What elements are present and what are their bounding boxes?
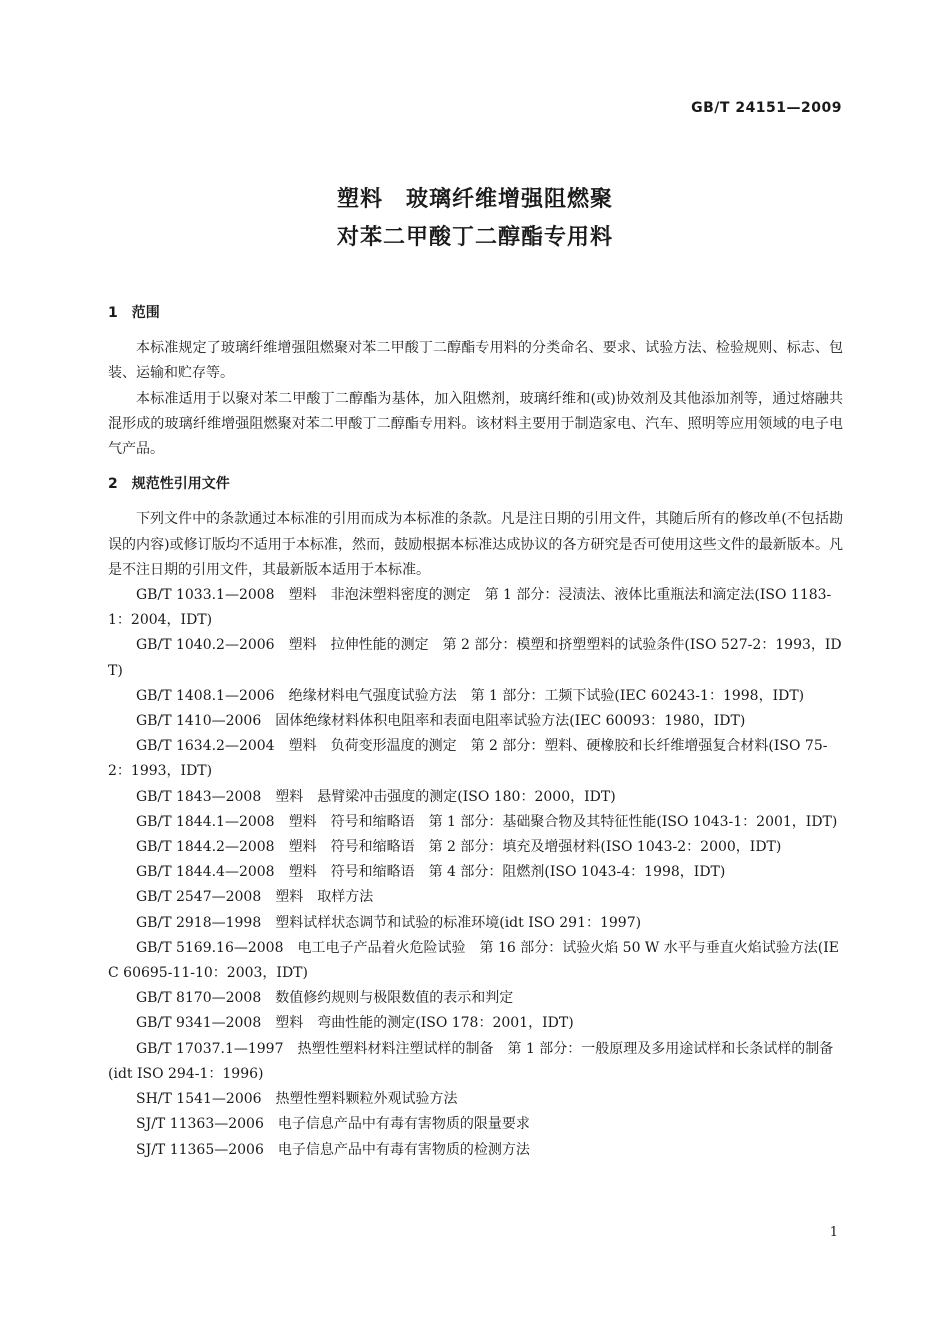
reference-item: GB/T 1844.2—2008 塑料 符号和缩略语 第 2 部分：填充及增强材料(ISO 1043-2：2000，IDT) [136, 839, 782, 856]
reference-item: GB/T 1843—2008 塑料 悬臂梁冲击强度的测定(ISO 180：2000，IDT) [136, 788, 616, 805]
reference-item: GB/T 1410—2006 固体绝缘材料体积电阻率和表面电阻率试验方法(IEC 60093：1980，IDT) [136, 713, 746, 730]
reference-item: GB/T 1844.1—2008 塑料 符号和缩略语 第 1 部分：基础聚合物及其特征性能(ISO 1043-1：2001，IDT) [136, 813, 838, 830]
reference-item: GB/T 9341—2008 塑料 弯曲性能的测定(ISO 178：2001，IDT) [136, 1015, 574, 1032]
reference-item: GB/T 17037.1—1997 热塑性塑料材料注塑试样的制备 第 1 部分：一般原理及多用途试样和长条试样的制备(idt ISO 294-1：1996) [108, 1040, 834, 1082]
page-number: 1 [829, 1225, 838, 1240]
document-body [108, 301, 843, 1163]
reference-item: GB/T 2918—1998 塑料试样状态调节和试验的标准环境(idt ISO 291：1997) [136, 914, 642, 931]
reference-item: SH/T 1541—2006 热塑性塑料颗粒外观试验方法 [136, 1091, 458, 1108]
title-line-1: 塑料 玻璃纤维增强阻燃聚 [336, 187, 613, 212]
reference-item: SJ/T 11365—2006 电子信息产品中有毒有害物质的检测方法 [136, 1141, 530, 1158]
reference-item: SJ/T 11363—2006 电子信息产品中有毒有害物质的限量要求 [136, 1116, 530, 1133]
reference-item: GB/T 1634.2—2004 塑料 负荷变形温度的测定 第 2 部分：塑料、硬橡胶和长纤维增强复合材料(ISO 75-2：1993，IDT) [108, 738, 828, 780]
reference-item: GB/T 8170—2008 数值修约规则与极限数值的表示和判定 [136, 990, 514, 1007]
standard-code: GB/T 24151—2009 [691, 100, 842, 116]
document-title [0, 181, 950, 257]
reference-item: GB/T 1033.1—2008 塑料 非泡沫塑料密度的测定 第 1 部分：浸渍法、液体比重瓶法和滴定法(ISO 1183-1：2004，IDT) [108, 587, 832, 629]
reference-item: GB/T 1040.2—2006 塑料 拉伸性能的测定 第 2 部分：模塑和挤塑塑料的试验条件(ISO 527-2：1993，IDT) [108, 637, 842, 679]
reference-item: GB/T 1408.1—2006 绝缘材料电气强度试验方法 第 1 部分：工频下试验(IEC 60243-1：1998，IDT) [136, 687, 805, 704]
scope-paragraph: 本标准适用于以聚对苯二甲酸丁二醇酯为基体，加入阻燃剂，玻璃纤维和(或)协效剂及其他添加剂等，通过熔融共混形成的玻璃纤维增强阻燃聚对苯二甲酸丁二醇酯专用料。该材料主要用于制造家电、汽车、照明等应用领域的电子电气产品。 [108, 390, 843, 458]
references-intro-paragraph: 下列文件中的条款通过本标准的引用而成为本标准的条款。凡是注日期的引用文件，其随后所有的修改单(不包括勘误的内容)或修订版均不适用于本标准，然而，鼓励根据本标准达成协议的各方研究是否可使用这些文件的最新版本。凡是不注日期的引用文件，其最新版本适用于本标准。 [108, 511, 843, 578]
section-heading-normative-references: 2 规范性引用文件 [108, 476, 230, 493]
reference-list [108, 583, 843, 1163]
section-heading-scope: 1 范围 [108, 305, 160, 321]
reference-item: GB/T 5169.16—2008 电工电子产品着火危险试验 第 16 部分：试验火焰 50 W 水平与垂直火焰试验方法(IEC 60695-11-10：2003，IDT) [108, 939, 839, 982]
reference-item: GB/T 2547—2008 塑料 取样方法 [136, 889, 374, 906]
scope-paragraph: 本标准规定了玻璃纤维增强阻燃聚对苯二甲酸丁二醇酯专用料的分类命名、要求、试验方法、检验规则、标志、包装、运输和贮存等。 [108, 340, 843, 382]
title-line-2: 对苯二甲酸丁二醇酯专用料 [336, 225, 613, 250]
reference-item: GB/T 1844.4—2008 塑料 符号和缩略语 第 4 部分：阻燃剂(ISO 1043-4：1998，IDT) [136, 864, 726, 881]
